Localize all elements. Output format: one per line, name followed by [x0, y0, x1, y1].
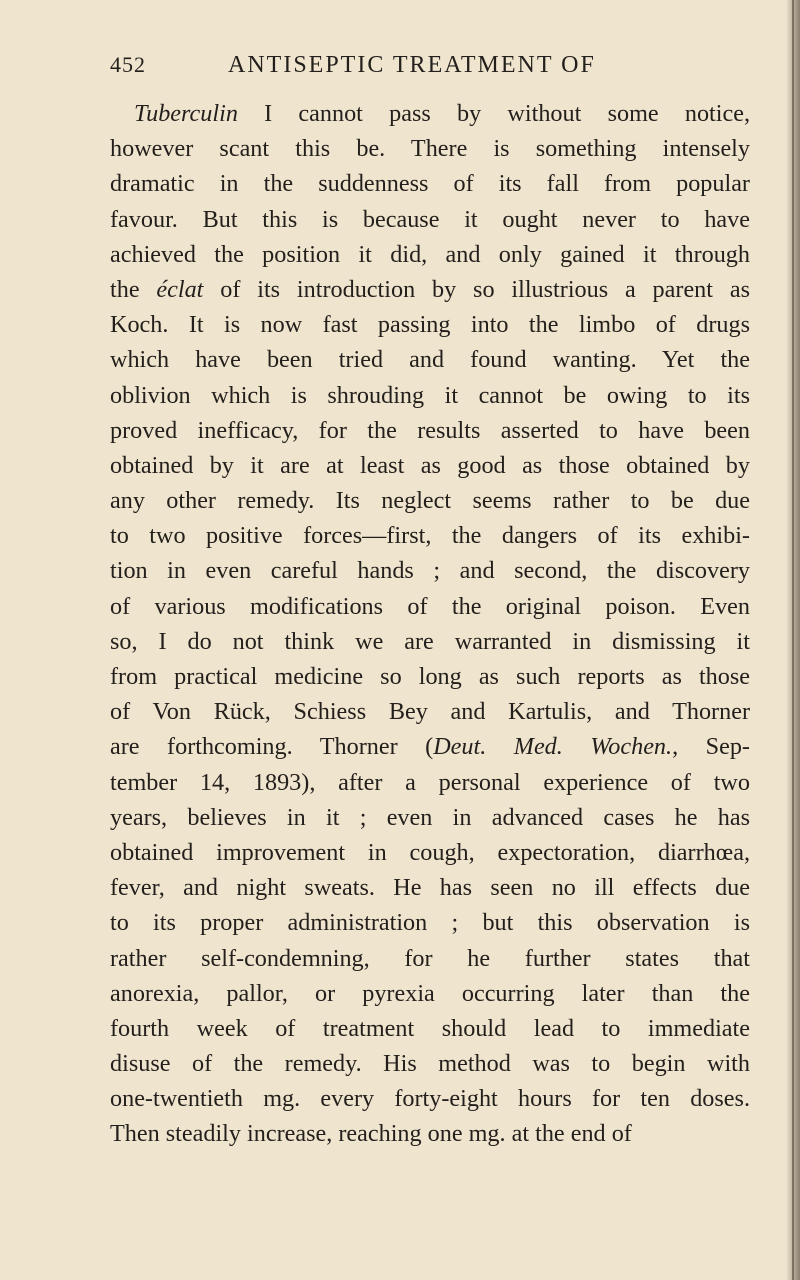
text-segment: tion in even careful hands ; and second, the discovery: [110, 557, 750, 585]
text-segment: years, believes in it ; even in advanced cases he has: [110, 803, 750, 831]
text-segment: are forthcoming. Thorner (: [110, 733, 434, 761]
text-segment: of its introduction by so illustrious a parent as: [203, 275, 750, 303]
text-segment: oblivion which is shrouding it cannot be owing to its: [110, 381, 750, 409]
text-line: [110, 307, 750, 342]
italic-text: éclat: [156, 275, 204, 303]
text-line: [110, 694, 750, 729]
italic-text: Tuberculin: [134, 100, 238, 127]
text-line: [110, 870, 750, 905]
text-segment: tember 14, 1893), after a personal experience of two: [110, 768, 750, 796]
text-segment: anorexia, pallor, or pyrexia occurring later than the: [110, 979, 750, 1007]
text-line: [110, 1081, 750, 1116]
text-segment: obtained by it are at least as good as those obtained by: [110, 451, 750, 479]
page-edge-shadow: [786, 0, 800, 1280]
text-line: [110, 272, 750, 307]
text-segment: dramatic in the suddenness of its fall from popular: [110, 170, 750, 198]
text-segment: rather self-condemning, for he further states that: [110, 944, 750, 972]
text-segment: to two positive forces—first, the dangers of its exhibi-: [110, 522, 750, 550]
text-line: [110, 202, 750, 237]
text-segment: achieved the position it did, and only gained it through: [110, 240, 750, 268]
text-segment: proved inefficacy, for the results asserted to have been: [110, 416, 750, 444]
text-segment: disuse of the remedy. His method was to begin with: [110, 1050, 750, 1078]
running-head: ANTISEPTIC TREATMENT OF: [228, 52, 596, 78]
text-segment: of various modifications of the original poison. Even: [110, 592, 750, 620]
text-line: [110, 624, 750, 659]
text-line: [110, 483, 750, 518]
text-segment: to its proper administration ; but this observation is: [110, 909, 750, 937]
text-segment: any other remedy. Its neglect seems rather to be due: [110, 487, 750, 515]
text-line: [110, 413, 750, 448]
text-line: [110, 905, 750, 940]
text-segment: obtained improvement in cough, expectoration, diarrhœa,: [110, 838, 750, 866]
text-line: [110, 96, 750, 131]
text-line: [110, 941, 750, 976]
text-line: [110, 1116, 750, 1151]
text-segment: fourth week of treatment should lead to immediate: [110, 1014, 750, 1042]
text-segment: from practical medicine so long as such reports as those: [110, 663, 750, 690]
text-segment: the: [110, 275, 157, 303]
page-number: 452: [110, 52, 146, 77]
text-segment: I cannot pass by without some notice,: [237, 100, 750, 127]
body-text: [110, 96, 750, 1152]
text-line: [110, 765, 750, 800]
italic-text: Deut. Med. Wochen.: [433, 733, 673, 761]
text-line: [110, 1046, 750, 1081]
text-line: [110, 1011, 750, 1046]
text-line: [110, 378, 750, 413]
text-line: [110, 553, 750, 588]
text-line: [110, 448, 750, 483]
text-segment: one-twentieth mg. every forty-eight hours for ten doses.: [110, 1085, 750, 1113]
page-header: [110, 52, 750, 82]
text-line: [110, 131, 750, 166]
text-line: [110, 835, 750, 870]
text-segment: however scant this be. There is something intensely: [110, 135, 750, 163]
text-line: [110, 800, 750, 835]
text-segment: which have been tried and found wanting. Yet the: [110, 346, 750, 374]
text-segment: , Sep-: [672, 733, 750, 761]
text-segment: so, I do not think we are warranted in dismissing it: [110, 627, 750, 655]
text-line: [110, 342, 750, 377]
text-segment: Koch. It is now fast passing into the limbo of drugs: [110, 311, 750, 339]
text-segment: fever, and night sweats. He has seen no ill effects due: [110, 874, 750, 902]
text-segment: of Von Rück, Schiess Bey and Kartulis, and Thorner: [110, 698, 750, 726]
text-line: [110, 166, 750, 201]
text-line: [110, 589, 750, 624]
text-line: [110, 518, 750, 553]
text-line: [110, 729, 750, 764]
text-line: [110, 659, 750, 694]
text-segment: Then steadily increase, reaching one mg. at the end of: [110, 1120, 632, 1148]
text-segment: favour. But this is because it ought never to have: [110, 205, 750, 233]
text-line: [110, 976, 750, 1011]
text-line: [110, 237, 750, 272]
